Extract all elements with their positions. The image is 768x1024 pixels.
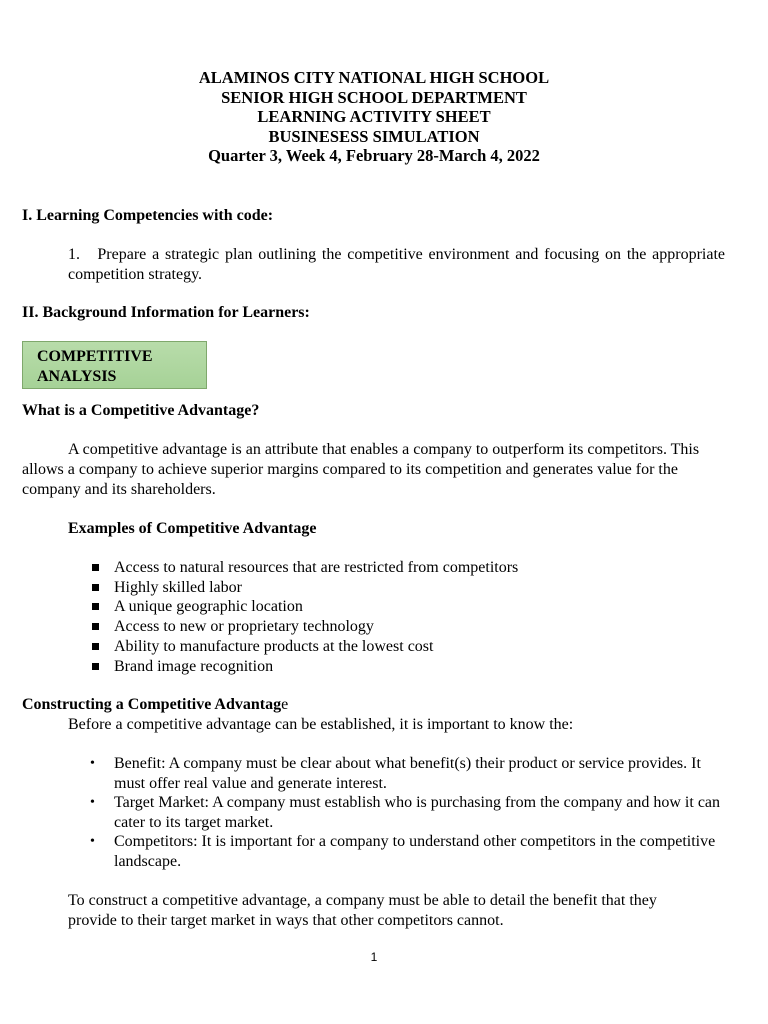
examples-list — [68, 558, 728, 676]
square-bullet-icon — [92, 663, 99, 670]
square-bullet-icon — [92, 643, 99, 650]
bullet-icon: • — [90, 834, 95, 850]
square-bullet-icon — [92, 623, 99, 630]
page-number: 1 — [370, 950, 378, 964]
school-name: ALAMINOS CITY NATIONAL HIGH SCHOOL — [198, 68, 550, 87]
constructing-heading-tail: e — [281, 696, 289, 713]
list-item: • Target Market: A company must establish who is purchasing from the company and how it can cater to its target market. — [90, 794, 721, 831]
list-item: Access to natural resources that are restricted from competitors — [68, 558, 728, 578]
list-item: Highly skilled labor — [68, 578, 728, 598]
bullet-icon: • — [90, 795, 95, 811]
section-1-heading: I. Learning Competencies with code: — [22, 207, 274, 224]
list-item: • Competitors: It is important for a company to understand other competitors in the competitive landscape. — [90, 833, 716, 870]
department-name: SENIOR HIGH SCHOOL DEPARTMENT — [221, 87, 527, 107]
list-item: Access to new or proprietary technology — [68, 617, 728, 637]
subject-title: BUSINESESS SIMULATION — [268, 126, 480, 146]
what-is-heading: What is a Competitive Advantage? — [22, 402, 260, 419]
document-header — [0, 68, 748, 166]
list-item: A unique geographic location — [68, 597, 728, 617]
constructing-closing: To construct a competitive advantage, a company must be able to detail the benefit that they provide to their target market in ways that other competitors cannot. — [68, 892, 657, 929]
bullet-icon: • — [90, 756, 95, 771]
sheet-type: LEARNING ACTIVITY SHEET — [257, 107, 491, 126]
section-2-heading: II. Background Information for Learners: — [22, 304, 310, 321]
competency-item — [68, 245, 725, 285]
what-is-paragraph: A competitive advantage is an attribute that enables a company to outperform its competitors. This allows a company to achieve superior margins compared to its competition and generates value for the company and its shareholders. — [22, 441, 700, 498]
box-label: COMPETITIVE ANALYSIS — [37, 348, 153, 385]
list-item: Ability to manufacture products at the lowest cost — [68, 637, 728, 657]
constructing-heading-bold: Constructing a Competitive Advantag — [22, 696, 282, 713]
competency-text: Prepare a strategic plan outlining the competitive environment and focusing on the appropriate competition strategy. — [68, 246, 726, 283]
constructing-list — [68, 754, 728, 872]
competency-number: 1. — [68, 246, 80, 263]
constructing-intro: Before a competitive advantage can be established, it is important to know the: — [68, 716, 574, 733]
list-item: Brand image recognition — [68, 657, 728, 677]
square-bullet-icon — [92, 603, 99, 610]
square-bullet-icon — [92, 584, 99, 591]
examples-heading: Examples of Competitive Advantage — [68, 520, 317, 537]
constructing-heading — [22, 695, 288, 715]
square-bullet-icon — [92, 564, 99, 571]
schedule-line: Quarter 3, Week 4, February 28-March 4, 2022 — [208, 146, 540, 165]
competitive-analysis-box — [22, 341, 207, 389]
list-item: • Benefit: A company must be clear about what benefit(s) their product or service provides. It must offer real value and generate interest. — [90, 755, 701, 792]
